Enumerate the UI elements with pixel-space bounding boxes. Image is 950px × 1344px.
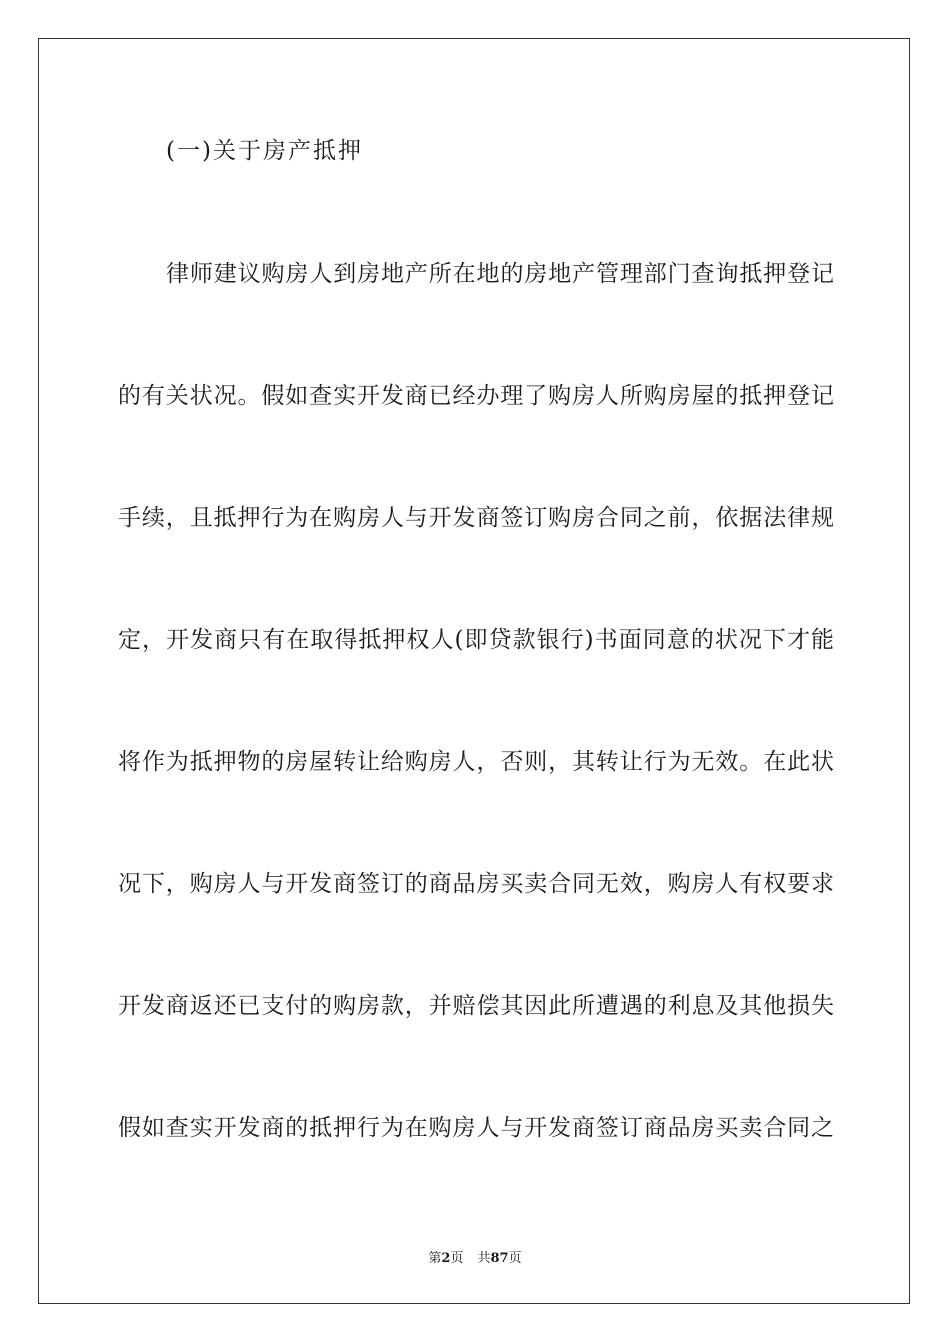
paragraph-line: 假如查实开发商的抵押行为在购房人与开发商签订商品房买卖合同之 xyxy=(118,1115,834,1141)
page-number: 2 xyxy=(441,1251,451,1266)
total-pages: 87 xyxy=(490,1251,509,1266)
total-prefix: 共 xyxy=(477,1251,491,1266)
paragraph-line: 开发商返还已支付的购房款，并赔偿其因此所遭遇的利息及其他损失 xyxy=(118,993,834,1019)
section-heading: (一)关于房产抵押 xyxy=(166,138,363,164)
paragraph-line: 定，开发商只有在取得抵押权人(即贷款银行)书面同意的状况下才能 xyxy=(118,627,834,653)
page-footer xyxy=(0,1247,950,1266)
paragraph-line: 况下，购房人与开发商签订的商品房买卖合同无效，购房人有权要求 xyxy=(118,871,834,897)
page-prefix: 第 xyxy=(428,1251,442,1266)
paragraph-line: 律师建议购房人到房地产所在地的房地产管理部门查询抵押登记 xyxy=(166,261,834,287)
paragraph-line: 将作为抵押物的房屋转让给购房人，否则，其转让行为无效。在此状 xyxy=(118,749,834,775)
page-suffix: 页 xyxy=(450,1251,464,1266)
paragraph-line: 手续，且抵押行为在购房人与开发商签订购房合同之前，依据法律规 xyxy=(118,505,834,531)
paragraph-line: 的有关状况。假如查实开发商已经办理了购房人所购房屋的抵押登记 xyxy=(118,383,834,409)
total-suffix: 页 xyxy=(508,1251,522,1266)
